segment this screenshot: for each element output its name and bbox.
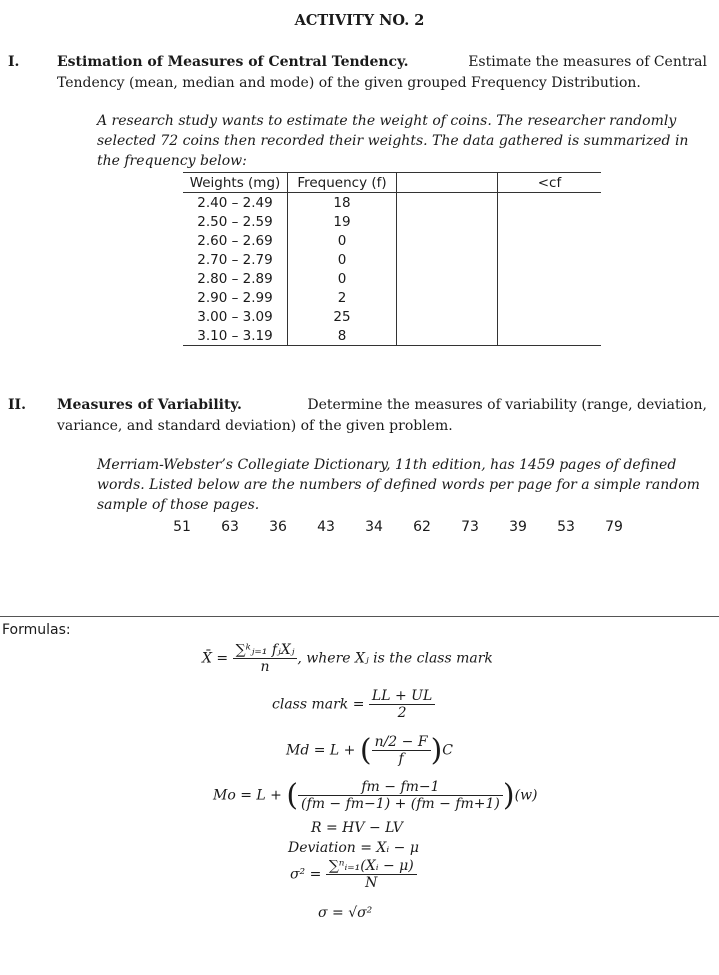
problem-line-1: A research study wants to estimate the weight of coins. The researcher randomly [97, 113, 677, 129]
section1-heading: Estimation of Measures of Central Tendency. [57, 54, 409, 70]
cell-weights: 2.60 – 2.69 [183, 231, 288, 250]
median-tail: C [442, 742, 454, 759]
variance-lhs: σ² = [290, 866, 322, 883]
table-row [183, 250, 601, 269]
header-frequency: Frequency (f) [288, 173, 397, 193]
cell-cf [498, 326, 602, 346]
sample-number: 62 [413, 519, 431, 535]
cell-weights: 2.50 – 2.59 [183, 212, 288, 231]
classmark-lhs: class mark = [272, 696, 365, 713]
formula-range: R = HV − LV [311, 820, 403, 836]
formula-variance [290, 858, 417, 891]
problem-line-2: selected 72 coins then recorded their weights. The data gathered is summarized in [97, 133, 689, 149]
cell-blank [397, 193, 498, 213]
sample-number: 73 [461, 519, 479, 535]
cell-frequency: 0 [288, 250, 397, 269]
mode-denominator: (fm − fm−1) + (fm − fm+1) [301, 796, 500, 812]
cell-cf [498, 231, 602, 250]
mode-tail: (w) [514, 787, 538, 804]
activity-title: ACTIVITY NO. 2 [294, 12, 425, 29]
cell-weights: 2.40 – 2.49 [183, 193, 288, 213]
cell-cf [498, 288, 602, 307]
section2-problem [97, 455, 709, 515]
mean-fraction [233, 642, 298, 675]
cell-weights: 2.90 – 2.99 [183, 288, 288, 307]
right-paren-icon: ) [502, 778, 515, 813]
cell-cf [498, 269, 602, 288]
cell-weights: 2.80 – 2.89 [183, 269, 288, 288]
mode-fraction [298, 779, 503, 812]
section2-heading: Measures of Variability. [57, 397, 242, 413]
mode-numerator: fm − fm−1 [298, 779, 503, 796]
sample-number: 36 [269, 519, 287, 535]
cell-cf [498, 250, 602, 269]
variance-fraction [326, 858, 417, 891]
section2-instruction-a: Determine the measures of variability (range, deviation, [307, 397, 707, 413]
section1-instruction-a: Estimate the measures of Central [468, 54, 707, 70]
formulas-label: Formulas: [2, 622, 71, 638]
cell-frequency: 18 [288, 193, 397, 213]
section1-problem [97, 111, 709, 171]
sample-number: 53 [557, 519, 575, 535]
classmark-denominator: 2 [397, 705, 407, 721]
cell-frequency: 0 [288, 231, 397, 250]
cell-weights: 3.00 – 3.09 [183, 307, 288, 326]
frequency-table [183, 172, 601, 346]
sample-number: 34 [365, 519, 383, 535]
section1-instruction-b: Tendency (mean, median and mode) of the given grouped Frequency Distribution. [57, 75, 641, 91]
mean-lhs: X̄ = [202, 650, 229, 667]
cell-blank [397, 288, 498, 307]
classmark-fraction [369, 688, 435, 721]
header-weights: Weights (mg) [183, 173, 288, 193]
section2-numeral: II. [8, 397, 26, 413]
median-fraction [372, 734, 431, 767]
section2-instruction [57, 395, 707, 437]
mean-numerator: ∑ᵏⱼ₌₁ fⱼXⱼ [233, 642, 298, 659]
cell-frequency: 2 [288, 288, 397, 307]
cell-blank [397, 269, 498, 288]
cell-cf [498, 307, 602, 326]
formula-standard-deviation: σ = √σ² [318, 905, 373, 921]
header-blank [397, 173, 498, 193]
sample-number: 63 [221, 519, 239, 535]
median-denominator: f [398, 751, 404, 767]
cell-blank [397, 212, 498, 231]
section2-instruction-b: variance, and standard deviation) of the given problem. [57, 418, 453, 434]
header-cf: <cf [498, 173, 602, 193]
cell-frequency: 0 [288, 269, 397, 288]
cell-cf [498, 193, 602, 213]
cell-blank [397, 307, 498, 326]
formula-class-mark [272, 688, 435, 721]
right-paren-icon: ) [430, 733, 443, 768]
problem-line-3: sample of those pages. [97, 497, 260, 513]
section1-instruction [57, 52, 707, 94]
formula-median [286, 733, 453, 768]
table-header-row [183, 173, 601, 193]
median-lhs: Md = L + [286, 742, 356, 759]
table-row [183, 212, 601, 231]
problem-line-1: Merriam-Webster’s Collegiate Dictionary, 11th edition, has 1459 pages of defined [97, 457, 677, 473]
table-row [183, 231, 601, 250]
table-row [183, 269, 601, 288]
cell-frequency: 19 [288, 212, 397, 231]
variance-denominator: N [365, 875, 378, 891]
cell-weights: 2.70 – 2.79 [183, 250, 288, 269]
cell-blank [397, 231, 498, 250]
sample-number: 79 [605, 519, 623, 535]
left-paren-icon: ( [286, 778, 299, 813]
section-divider [0, 616, 719, 617]
table-row [183, 288, 601, 307]
sample-number: 43 [317, 519, 335, 535]
sample-numbers [158, 516, 638, 535]
formula-mode [213, 778, 538, 813]
sample-number: 39 [509, 519, 527, 535]
mean-note: , where Xⱼ is the class mark [297, 650, 493, 667]
table-row [183, 307, 601, 326]
table-row [183, 326, 601, 346]
cell-frequency: 8 [288, 326, 397, 346]
formula-deviation: Deviation = Xᵢ − μ [288, 840, 419, 856]
table-row [183, 193, 601, 213]
cell-blank [397, 250, 498, 269]
variance-numerator: ∑ⁿᵢ₌₁(Xᵢ − μ) [326, 858, 417, 875]
median-numerator: n/2 − F [372, 734, 431, 751]
cell-frequency: 25 [288, 307, 397, 326]
cell-cf [498, 212, 602, 231]
mode-lhs: Mo = L + [213, 787, 282, 804]
problem-line-2: words. Listed below are the numbers of defined words per page for a simple random [97, 477, 700, 493]
section1-numeral: I. [8, 54, 20, 70]
left-paren-icon: ( [359, 733, 372, 768]
cell-blank [397, 326, 498, 346]
mean-denominator: n [260, 659, 270, 675]
cell-weights: 3.10 – 3.19 [183, 326, 288, 346]
formula-mean [202, 642, 493, 675]
problem-line-3: the frequency below: [97, 153, 247, 169]
classmark-numerator: LL + UL [369, 688, 435, 705]
sample-number: 51 [173, 519, 191, 535]
